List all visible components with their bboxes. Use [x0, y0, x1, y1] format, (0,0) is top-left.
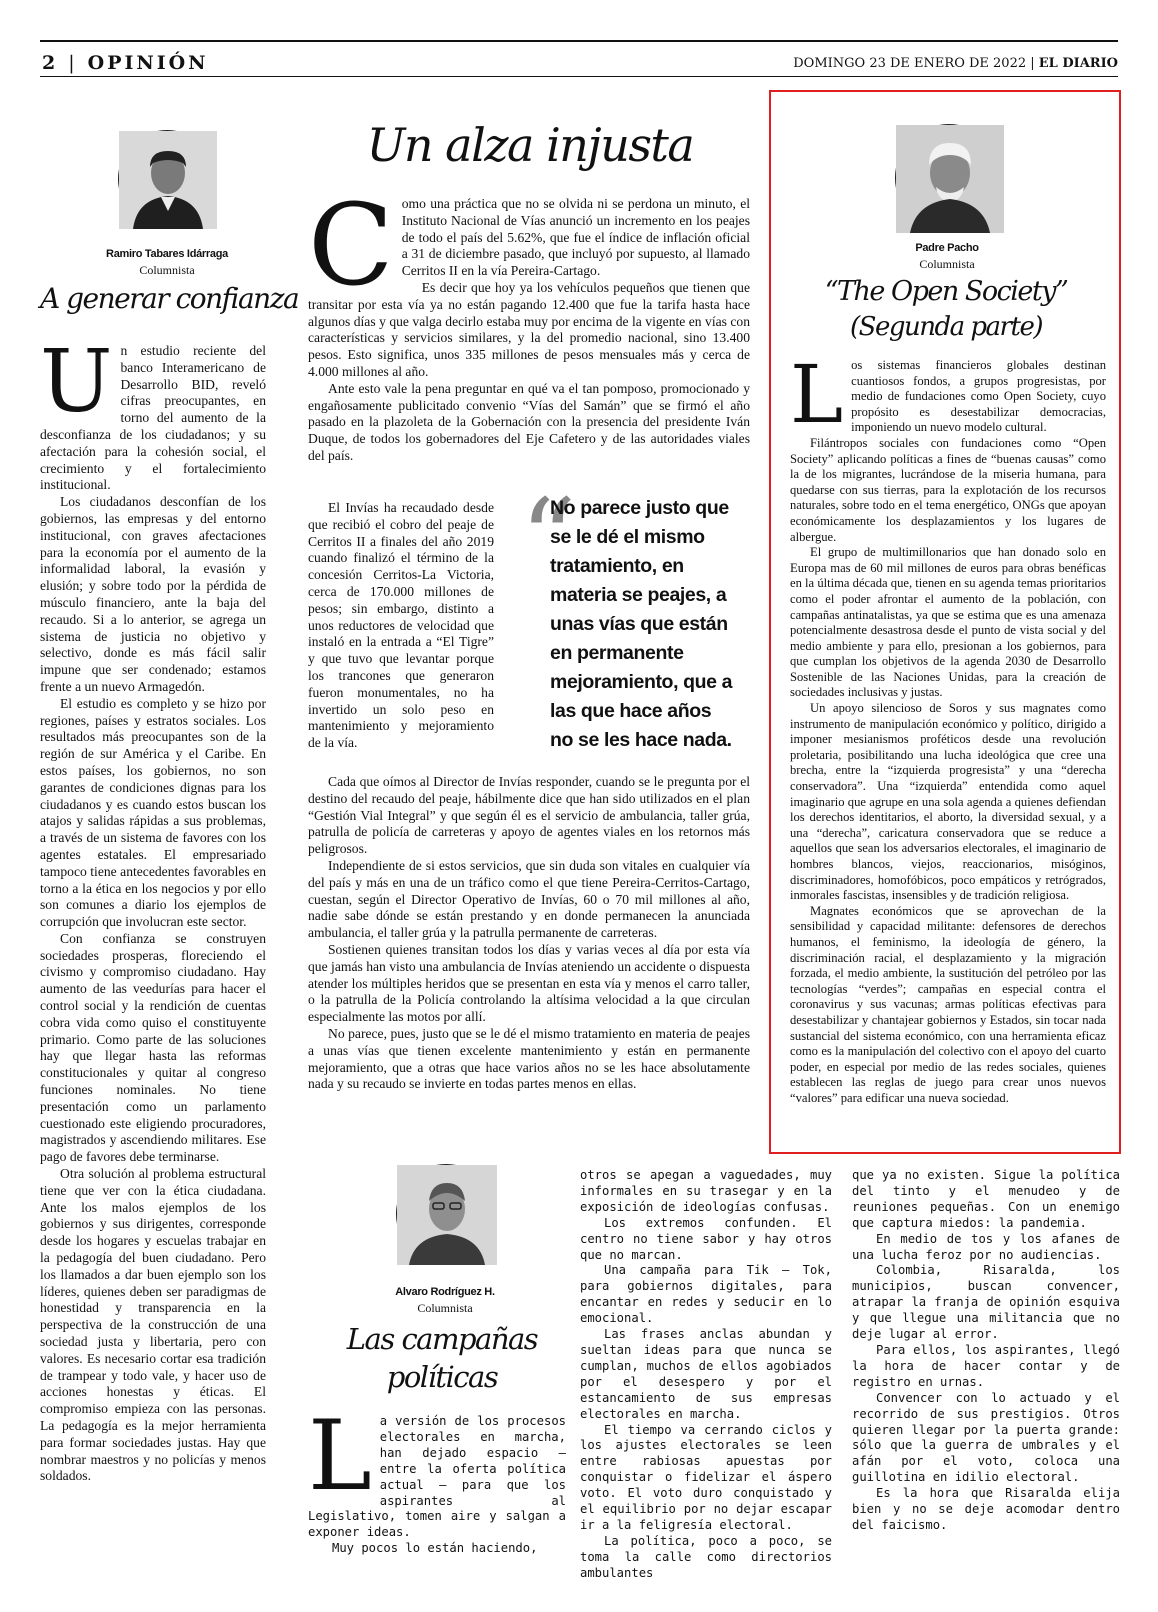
article-body-col2 [580, 1168, 832, 1580]
author-photo-padre-pacho [895, 124, 1003, 232]
paragraph: Es la hora que Risaralda elija bien y no se deje acomodar dentro del faicismo. [852, 1486, 1120, 1532]
paragraph: El tiempo va cerrando ciclos y los ajustes electorales se leen entre rabiosas apuestas por conquistar o fidelizar el áspero voto. El voto duro conquistado y el equilibrio por no dejar escapar ir a la feligresía electoral. [580, 1422, 832, 1532]
paragraph: omo una práctica que no se olvida ni se perdona un minuto, el Instituto Nacional de Vías anunció un incremento en los peajes de todo el país del 5.62%, que fue el índice de inflación oficial a 31 de diciembre pasado, que incluyó por supuesto, al llamado Cerritos II en la vía Pereira-Cartago. [401, 196, 750, 279]
author-role: Columnista [417, 1301, 473, 1315]
paragraph: Otra solución al problema estructural tiene que ver con la ética ciudadana. Ante los malos ejemplos de los gobiernos y sus dirigentes, corresponde desde los hogares y escuelas trabajar en la pedagogía del buen ciudadano. Pero los llamados a dar buen ejemplo son los líderes, quienes deben ser paradigmas de honestidad y transparencia en la perspectiva de la construcción de una sociedad justa y libertaria, pero con valores. Es necesario cortar esa tradición de trampear y todo vale, y hacer uso de acciones honestas y éticas. El compromiso empieza con las personas. La pedagogía es la mejor herramienta para formar sociedades justas. Hay que nombrar maestros y no policías y menos soldados. [40, 1166, 266, 1484]
portrait-icon [896, 125, 1004, 233]
paragraph: Filántropos sociales con fundaciones como “Open Society” aplicando políticas a fines de “buenas causas” como la de los migrantes, lucrándose de la miseria humana, para quedarse con sus tierras, para la explotación de los recursos naturales, sobre todo en el tema energético, ONGs que apoyan económicamente los desplazamientos y los lugares de albergue. [790, 435, 1106, 544]
section-name: OPINIÓN [87, 52, 209, 74]
paragraph: os sistemas financieros globales destinan cuantiosos fondos, a grupos progresistas, por medio de fundaciones como Open Society, cuyo propósito es desestabilizar democracias, imponiendo un nuevo modelo cultural. [851, 358, 1106, 435]
paragraph: Un apoyo silencioso de Soros y sus magnates como instrumento de manipulación económico y político, dirigido a imponer mesianismos proféticos desde una revolución proletaria, posibilitando una lucha ideológica que cree una brecha, entre la “izquierda progresista” y una “derecha conservadora”. Una “izquierda” entendida como aquel imaginario que agrupe en una sola agenda a quienes defiendan los derechos identitarios, el aborto, la diversidad sexual, y a una “derecha”, caricatura conservadora que se reduce a aquellos que sean los adversarios electorales, el imaginario de hombres blancos, viejos, reaccionarios, misóginos, discriminadores, homofóbicos, poco empáticos y retrógrados, inmorales fascistas, insensibles y de tradición religiosa. [790, 701, 1106, 903]
paragraph: Independiente de si estos servicios, que sin duda son vitales en cualquier vía del país y más en una de un tráfico como el que tiene Pereira-Cerritos-Cartago, cuestan, según el Director Operativo de Invías, 60 o 70 mil millones al año, nadie sabe dónde se están prestando y en donde permanecen la anunciada ambulancia, el taller grúa y la patrulla permanente de carreteras. [308, 857, 750, 941]
article-title: A generar confianza [40, 282, 299, 315]
paragraph: Ante esto vale la pena preguntar en qué va el tan pomposo, promocionado y engañosamente publicitado convenio “Vías del Samán” que se firmó el año pasado en la plazoleta de la Gobernación con la presencia del presidente Iván Duque, de todos los gobernadores del Eje Cafetero y de las autoridades viales del país. [308, 380, 750, 463]
article-body-top [308, 181, 750, 496]
article-subtitle: (Segunda parte) [850, 312, 1042, 342]
paragraph: Cada que oímos al Director de Invías responder, cuando se le pregunta por el destino del recaudo del peaje, hábilmente dice que han sido utilizados en el plan “Gestión Vial Integral” y que según él es el servicio de ambulancia, taller grúa, patrulla de policía de carreteras y apoyo de agentes viales en los retornos más peligrosos. [308, 774, 750, 857]
header-top-rule [40, 40, 1118, 42]
article-title: Las campañas [346, 1322, 538, 1356]
paragraph: n estudio reciente del banco Interamericano de Desarrollo BID, reveló cifras preocupantes, en torno del aumento de la desconfianza de los ciudadanos; y su afectación para la cohesión social, el crecimiento y el fortalecimiento institucional. [40, 343, 266, 493]
article-body-narrow [308, 500, 494, 772]
article-body [40, 332, 266, 1533]
paragraph: El estudio es completo y se hizo por regiones, países y estratos sociales. Los resultados más preocupantes son de la región de sur América y el Caribe. En estos países, los gobiernos, no son garantes de condiciones dignas para los ciudadanos y es cuando estos buscan los atajos y salidas rápidas a sus problemas, a través de un sistema de favores con los agentes estatales. El empresariado tampoco tiene antecedentes favorables en torno a la ética en los negocios y por ello son comunes a diario los ejemplos de corrupción que involucran este sector. [40, 695, 266, 930]
article-body-bottom [308, 774, 750, 1134]
article-title: Un alza injusta [366, 118, 694, 172]
paragraph: Muy pocos lo están haciendo, [332, 1541, 538, 1556]
issue-date: DOMINGO 23 DE ENERO DE 2022 [793, 56, 1027, 71]
paragraph: Los ciudadanos desconfían de los gobiernos, las empresas y del entorno institucional, con graves afectaciones para la economía por el aumento de la informalidad laboral, la evasión y elusión; y sobre todo por la pérdida de músculo financiero, ante la baja del recaudo. Si a lo anterior, se agrega un sistema de justicia no objetivo y selectivo, donde es más fácil salir impune que ser condenado; estamos frente a un nuevo Armagedón. [40, 494, 266, 694]
paragraph: que ya no existen. Sigue la política del tinto y el menudeo y de reuniones pequeñas. Con un enemigo que captura miedos: la pandemia. [852, 1168, 1120, 1230]
paragraph: El grupo de multimillonarios que han donado solo en Europa mas de 60 mil millones de euros para obras benéficas en la última década que, tienen en su agenda temas prioritarios como el poder afrontar el aumento de la población, con campañas antinatalistas, ya que se estima que es una amenaza potencialmente desastrosa desde el punto de vista social y del medio ambiente y para ello, presionan a los gobiernos, para que cumplan los objetivos de la agenda 2030 de Desarrollo Sostenible de las Naciones Unidas, para la creación de sociedades inclusivas y justas. [790, 545, 1106, 700]
paragraph: Las frases anclas abundan y sueltan ideas para que nunca se cumplan, muchos de ellos agobiados por el desespero y por el estancamiento de sus empresas electorales en marcha. [580, 1327, 832, 1421]
quote-mark-icon: “ [520, 475, 577, 603]
author-name: Ramiro Tabares Idárraga [106, 248, 228, 260]
page-header-left: 2 | OPINIÓN [42, 52, 209, 74]
drop-cap: C [308, 181, 394, 311]
paragraph: Magnates económicos que se aprovechan de la sensibilidad y capacidad militante: defensores de derechos humanos, el feminismo, la ideología de género, la discriminación racial, el desplazamiento y la migración forzada, el medio ambiente, la sustitución del petróleo por las tecnologías “verdes”; campañas en especial contra el coronavirus y sus vacunas; armas políticas efectivas para desestabilizar y chantajear gobiernos y Estados, sin tocar nada sustancial del sistema económico, con una herramienta eficaz como es la manipulación del colectivo con el apoyo del cuarto poder, en especial por medio de las redes sociales, quienes establecen las reglas de juego para crear unos nuevos “valores” para edificar una nueva sociedad. [790, 903, 1106, 1105]
newspaper-name: EL DIARIO [1038, 56, 1118, 71]
header-bottom-rule [40, 76, 1118, 77]
paragraph: El Invías ha recaudado desde que recibió el cobro del peaje de Cerritos II a finales del año 2019 cuando finalizó el término de la concesión Cerritos-La Victoria, cerca de 170.000 millones de pesos; sin embargo, distinto a unos reductores de velocidad que instaló en la entrada a “El Tigre” y que tuvo que levantar porque los trancones que generaron fueron monumentales, no ha invertido un solo peso en mantenimiento y mejoramiento de la vía. [308, 500, 494, 751]
paragraph: La política, poco a poco, se toma la calle como directorios ambulantes [580, 1533, 832, 1580]
pull-quote: No parece justo que se le dé el mismo tratamiento, en materia se peajes, a unas vías que están en permanente mejoramiento, que a las que hace años no se les hace nada. [550, 497, 733, 751]
paragraph: Con confianza se construyen sociedades prosperas, floreciendo el civismo y compromiso ciudadano. Hay aumento de las veedurías para hacer el control social y la rendición de cuentas cobra vida como quiso el constituyente primario. Como parte de las soluciones hay que llegar hasta las reformas constitucionales y quitar al congreso funciones nominales. No tiene presentación como un parlamento cuestionado este eligiendo procuradores, magistrados y ascendiendo militares. Ese pago de favores debe terminarse. [40, 930, 266, 1165]
author-photo-ramiro [118, 130, 216, 228]
author-photo-alvaro [396, 1164, 496, 1264]
article-body-col1 [308, 1400, 566, 1556]
author-role: Columnista [139, 263, 195, 277]
paragraph: Colombia, Risaralda, los municipios, buscan convencer, atrapar la franja de opinión esquiva y que llegue una militancia que no deje lugar al error. [852, 1263, 1120, 1342]
page-number: 2 [42, 52, 59, 74]
author-role: Columnista [919, 257, 975, 271]
article-body [790, 348, 1106, 1136]
portrait-icon [119, 131, 217, 229]
portrait-icon [397, 1165, 497, 1265]
paragraph: No parece, pues, justo que se le dé el mismo tratamiento en materia de peajes a unas vías que tienen excelente mantenimiento y están en permanente mejoramiento, que a otras que hace varios años no se les hace absolutamente nada y su recaudo se invierte en todas partes menos en ellas. [308, 1025, 750, 1092]
page-header-right: DOMINGO 23 DE ENERO DE 2022 | EL DIARIO [793, 56, 1118, 71]
drop-cap: L [308, 1400, 372, 1512]
paragraph: otros se apegan a vaguedades, muy informales en su trasegar y en la exposición de ideologías confusas. [580, 1168, 832, 1214]
paragraph: Convencer con lo actuado y el recorrido de sus prestigios. Otros quieren llegar por la puerta grande: sólo que la guerra de umbrales y el afán por el voto, coloca una guillotina en idilio electoral. [852, 1390, 1120, 1485]
drop-cap: U [40, 332, 113, 432]
article-title: “The Open Society” [824, 276, 1068, 307]
paragraph: En medio de tos y los afanes de una lucha feroz por no audiencias. [852, 1231, 1120, 1262]
paragraph: Sostienen quienes transitan todos los días y varias veces al día por esta vía que jamás han visto una ambulancia de Invías ateniendo un accidente o dispuesta atender los múltiples heridos que se presentan en esta vía y menos el carro taller, o la patrulla de la Policía controlando la altísima velocidad a la que circulan especialmente las motos por allí. [308, 941, 750, 1025]
paragraph: Para ellos, los aspirantes, llegó la hora de hacer contar y de registro en urnas. [852, 1342, 1120, 1389]
paragraph: Los extremos confunden. El centro no tiene sabor y hay otros que no marcan. [580, 1215, 832, 1262]
paragraph: Es decir que hoy ya los vehículos pequeños que tienen que transitar por esta vía ya no están pagando 12.400 que fue la tarifa hasta hace algunos días y que valga decirlo estaba muy por encima de la vigente en vías con características y servicios similares, y la del promedio nacional, sino 13.400 pesos. Esto significa, unos 335 millones de pesos mensuales más y cerca de 4.000 millones al año. [308, 279, 750, 379]
article-title-line-2: políticas [386, 1360, 498, 1394]
author-name: Padre Pacho [915, 242, 979, 254]
author-name: Alvaro Rodríguez H. [395, 1286, 495, 1298]
paragraph: Una campaña para Tik – Tok, para gobiernos digitales, para encantar en redes y seducir en lo emocional. [580, 1263, 832, 1326]
paragraph: a versión de los procesos electorales en marcha, han dejado espacio – entre la oferta política actual – para que los aspirantes al Legislativo, tomen aire y salgan a exponer ideas. [308, 1414, 566, 1540]
article-body-col3 [852, 1168, 1120, 1534]
drop-cap: L [790, 348, 844, 441]
